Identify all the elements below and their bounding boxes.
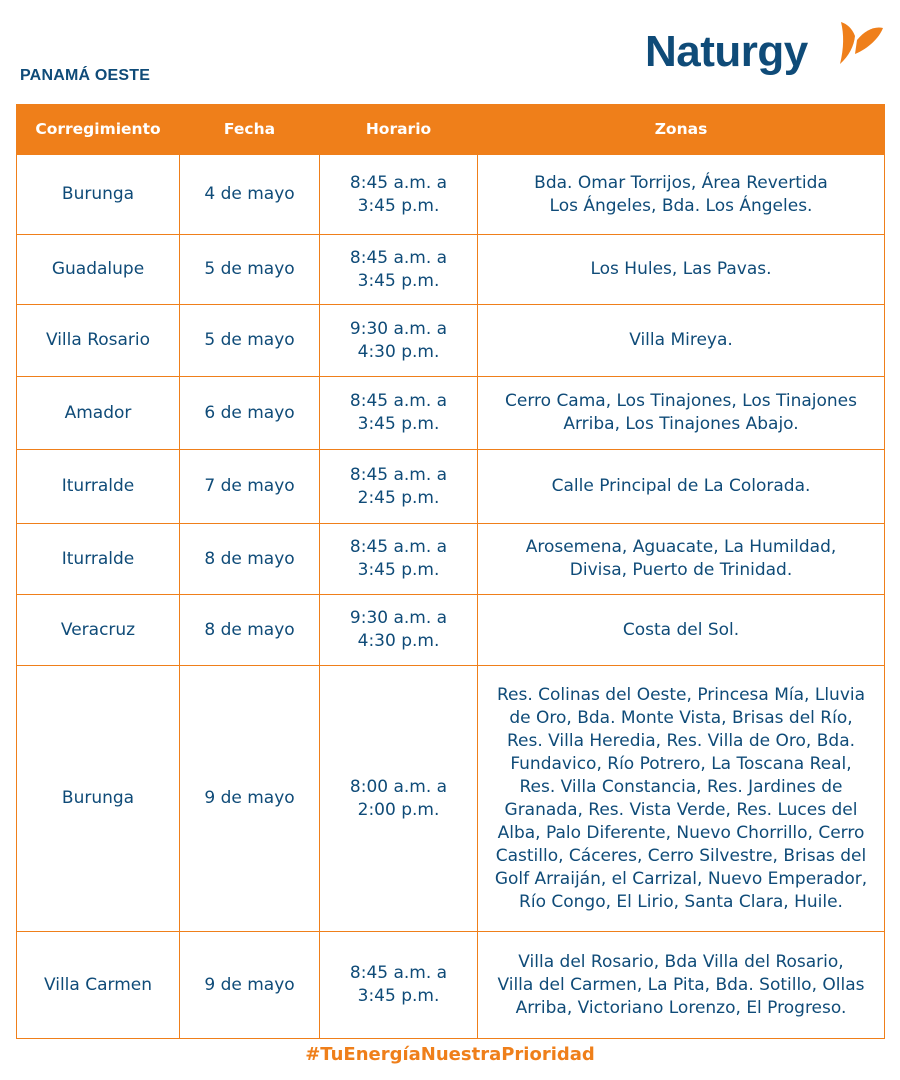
horario-line: 8:45 a.m. a [349,537,448,557]
zonas-line: de Oro, Bda. Monte Vista, Brisas del Río, [509,707,853,728]
zonas-line: Res. Villa Constancia, Res. Jardines de [519,776,843,797]
cell-corregimiento: Iturralde [17,450,180,524]
horario-line: 3:45 p.m. [357,195,440,216]
hashtag: #TuEnergíaNuestraPrioridad [305,1044,595,1065]
zonas-line: Cerro Cama, Los Tinajones, Los Tinajones [505,391,857,411]
horario-line: 8:45 a.m. a [349,172,448,193]
cell-corregimiento: Villa Rosario [17,305,180,377]
horario-line: 8:00 a.m. a [349,776,448,797]
cell-corregimiento: Veracruz [17,595,180,666]
cell-corregimiento: Amador [17,377,180,450]
cell-corregimiento: Burunga [17,155,180,235]
table-row [17,595,885,666]
cell-horario [320,305,478,377]
cell-fecha: 5 de mayo [180,305,320,377]
horario-line: 3:45 p.m. [357,560,440,580]
cell-horario [320,932,478,1039]
cell-horario [320,235,478,305]
horario-line: 9:30 a.m. a [349,318,448,339]
zonas-line: Fundavico, Río Potrero, La Toscana Real, [510,753,852,774]
horario-line: 2:00 p.m. [357,799,440,820]
cell-corregimiento: Guadalupe [17,235,180,305]
cell-fecha: 7 de mayo [180,450,320,524]
cell-fecha: 8 de mayo [180,595,320,666]
cell-zonas [478,155,885,235]
cell-corregimiento: Iturralde [17,524,180,595]
header-fecha: Fecha [180,104,320,155]
horario-line: 2:45 p.m. [357,487,440,508]
cell-horario [320,155,478,235]
zonas-line: Divisa, Puerto de Trinidad. [569,560,793,580]
zonas-line: Alba, Palo Diferente, Nuevo Chorrillo, Cerro [497,822,865,843]
horario-line: 8:45 a.m. a [349,963,448,983]
cell-zonas [478,666,885,932]
schedule-table [16,104,885,1039]
cell-corregimiento: Villa Carmen [17,932,180,1039]
header-horario: Horario [320,104,478,155]
table-row [17,305,885,377]
zonas-line: Granada, Res. Vista Verde, Res. Luces del [504,799,858,820]
cell-horario [320,666,478,932]
horario-line: 3:45 p.m. [357,270,440,291]
cell-fecha: 5 de mayo [180,235,320,305]
table-header-row [17,104,885,155]
table-row [17,932,885,1039]
zonas-line: Res. Colinas del Oeste, Princesa Mía, Lluvia [496,684,866,705]
cell-fecha: 9 de mayo [180,932,320,1039]
cell-corregimiento: Burunga [17,666,180,932]
logo-wordmark: Naturgy [645,27,808,76]
horario-line: 4:30 p.m. [357,631,440,651]
horario-line: 4:30 p.m. [357,341,440,362]
table-row [17,155,885,235]
cell-zonas [478,235,885,305]
zonas-line: Río Congo, El Lirio, Santa Clara, Huile. [519,891,843,912]
cell-zonas [478,595,885,666]
zonas-line: Villa del Rosario, Bda Villa del Rosario, [518,951,844,972]
table-row [17,524,885,595]
butterfly-icon [835,18,885,74]
horario-line: 9:30 a.m. a [349,608,448,628]
table-row [17,450,885,524]
horario-line: 3:45 p.m. [357,986,440,1006]
zonas-line: Villa Mireya. [629,330,733,350]
cell-fecha: 4 de mayo [180,155,320,235]
zonas-line: Los Ángeles, Bda. Los Ángeles. [549,195,813,216]
zonas-line: Arriba, Los Tinajones Abajo. [563,414,799,434]
zonas-line: Bda. Omar Torrijos, Área Revertida [534,172,828,193]
header-corregimiento: Corregimiento [17,104,180,155]
cell-zonas [478,932,885,1039]
table-row [17,377,885,450]
zonas-line: Res. Villa Heredia, Res. Villa de Oro, Bda. [506,730,856,751]
cell-horario [320,450,478,524]
cell-fecha: 8 de mayo [180,524,320,595]
cell-fecha: 9 de mayo [180,666,320,932]
naturgy-logo [645,18,890,88]
horario-line: 8:45 a.m. a [349,464,448,485]
horario-line: 8:45 a.m. a [349,247,448,268]
header-zonas: Zonas [478,104,885,155]
cell-zonas [478,450,885,524]
zonas-line: Golf Arraiján, el Carrizal, Nuevo Emperador, [494,868,868,889]
cell-zonas [478,305,885,377]
cell-fecha: 6 de mayo [180,377,320,450]
cell-horario [320,595,478,666]
horario-line: 3:45 p.m. [357,414,440,434]
zonas-line: Arriba, Victoriano Lorenzo, El Progreso. [515,997,847,1018]
zonas-line: Arosemena, Aguacate, La Humildad, [525,537,837,557]
zonas-line: Los Hules, Las Pavas. [590,259,772,279]
table-row [17,235,885,305]
zonas-line: Villa del Carmen, La Pita, Bda. Sotillo, Ollas [497,974,865,995]
table-row [17,666,885,932]
horario-line: 8:45 a.m. a [349,391,448,411]
cell-horario [320,377,478,450]
zonas-line: Castillo, Cáceres, Cerro Silvestre, Brisas del [495,845,867,866]
zonas-line: Costa del Sol. [622,619,740,640]
cell-horario [320,524,478,595]
zonas-line: Calle Principal de La Colorada. [551,476,811,496]
cell-zonas [478,377,885,450]
region-title: PANAMÁ OESTE [20,67,151,84]
cell-zonas [478,524,885,595]
